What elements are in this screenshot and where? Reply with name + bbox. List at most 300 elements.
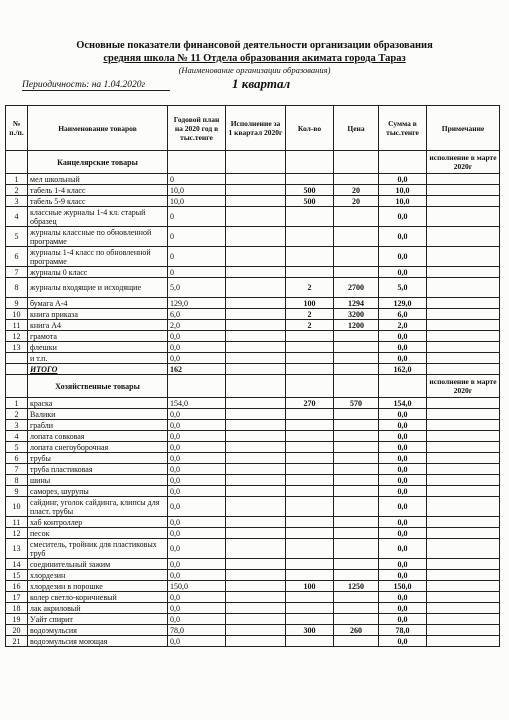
row-number: 12 xyxy=(6,331,28,342)
price-value: 20 xyxy=(334,185,379,196)
note-value xyxy=(427,431,500,442)
price-value xyxy=(334,442,379,453)
price-value xyxy=(334,227,379,247)
table-row xyxy=(6,431,500,442)
plan-value: 5,0 xyxy=(168,278,226,298)
exec-value xyxy=(226,570,286,581)
note-value xyxy=(427,342,500,353)
exec-value xyxy=(226,267,286,278)
qty-value: 270 xyxy=(286,398,334,409)
row-number xyxy=(6,353,28,364)
row-number: 16 xyxy=(6,581,28,592)
table-row xyxy=(6,174,500,185)
note-value xyxy=(427,581,500,592)
plan-value: 0,0 xyxy=(168,559,226,570)
qty-value xyxy=(286,431,334,442)
item-name: водоэмульсия xyxy=(28,625,168,636)
plan-value: 0,0 xyxy=(168,342,226,353)
note-value xyxy=(427,353,500,364)
sum-value: 0,0 xyxy=(379,453,427,464)
sum-value: 0,0 xyxy=(379,342,427,353)
exec-value xyxy=(226,247,286,267)
sum-value: 0,0 xyxy=(379,267,427,278)
exec-value xyxy=(226,420,286,431)
table-row xyxy=(6,614,500,625)
qty-value: 500 xyxy=(286,196,334,207)
exec-value xyxy=(226,342,286,353)
item-name: Валики xyxy=(28,409,168,420)
row-number: 21 xyxy=(6,636,28,647)
exec-value xyxy=(226,431,286,442)
plan-value: 78,0 xyxy=(168,625,226,636)
table-row xyxy=(6,298,500,309)
note-value xyxy=(427,453,500,464)
sum-value: 0,0 xyxy=(379,331,427,342)
qty-value xyxy=(286,227,334,247)
row-number: 18 xyxy=(6,603,28,614)
note-value xyxy=(427,636,500,647)
exec-value xyxy=(226,298,286,309)
exec-value xyxy=(226,320,286,331)
row-number: 6 xyxy=(6,247,28,267)
qty-value xyxy=(286,420,334,431)
total-number xyxy=(6,364,28,375)
price-value xyxy=(334,464,379,475)
section-note: исполнение в марте 2020г xyxy=(427,151,500,174)
exec-value xyxy=(226,528,286,539)
item-name: журналы 0 класс xyxy=(28,267,168,278)
row-number: 2 xyxy=(6,185,28,196)
item-name: журналы классные по обновленной программе xyxy=(28,227,168,247)
row-number: 1 xyxy=(6,174,28,185)
note-value xyxy=(427,267,500,278)
sum-value: 10,0 xyxy=(379,196,427,207)
item-name: книга А4 xyxy=(28,320,168,331)
sum-value: 10,0 xyxy=(379,185,427,196)
price-value xyxy=(334,409,379,420)
qty-value xyxy=(286,442,334,453)
sum-value: 150,0 xyxy=(379,581,427,592)
exec-value xyxy=(226,559,286,570)
plan-value: 0,0 xyxy=(168,636,226,647)
note-value xyxy=(427,592,500,603)
sum-value: 0,0 xyxy=(379,409,427,420)
item-name: трубы xyxy=(28,453,168,464)
table-row xyxy=(6,592,500,603)
qty-value: 2 xyxy=(286,320,334,331)
qty-value xyxy=(286,614,334,625)
note-value xyxy=(427,320,500,331)
table-row xyxy=(6,570,500,581)
price-value xyxy=(334,420,379,431)
item-name: и т.п. xyxy=(28,353,168,364)
qty-value xyxy=(286,486,334,497)
exec-value xyxy=(226,592,286,603)
sum-value: 129,0 xyxy=(379,298,427,309)
item-name: Уайт спирит xyxy=(28,614,168,625)
exec-value xyxy=(226,278,286,298)
item-name: краска xyxy=(28,398,168,409)
sum-value: 154,0 xyxy=(379,398,427,409)
plan-value: 10,0 xyxy=(168,185,226,196)
price-value xyxy=(334,453,379,464)
exec-value xyxy=(226,309,286,320)
table-row xyxy=(6,185,500,196)
qty-value xyxy=(286,636,334,647)
qty-value xyxy=(286,464,334,475)
price-value xyxy=(334,528,379,539)
price-value xyxy=(334,267,379,278)
table-row xyxy=(6,342,500,353)
table-row xyxy=(6,196,500,207)
row-number: 9 xyxy=(6,486,28,497)
section-title: Хозяйственные товары xyxy=(28,375,168,398)
exec-value xyxy=(226,207,286,227)
note-value xyxy=(427,398,500,409)
finance-table xyxy=(5,105,500,647)
table-row xyxy=(6,267,500,278)
item-name: мел школьный xyxy=(28,174,168,185)
empty-cell xyxy=(379,375,427,398)
plan-value: 0,0 xyxy=(168,431,226,442)
empty-cell xyxy=(286,151,334,174)
row-number: 3 xyxy=(6,196,28,207)
sum-value: 0,0 xyxy=(379,486,427,497)
row-number: 9 xyxy=(6,298,28,309)
table-row xyxy=(6,420,500,431)
price-value: 2700 xyxy=(334,278,379,298)
exec-value xyxy=(226,464,286,475)
plan-value: 10,0 xyxy=(168,196,226,207)
note-value xyxy=(427,464,500,475)
price-value xyxy=(334,475,379,486)
plan-value: 0,0 xyxy=(168,420,226,431)
col-header-number: № п./п. xyxy=(6,106,28,151)
item-name: классные журналы 1-4 кл. старый образец xyxy=(28,207,168,227)
item-name: табель 5-9 класс xyxy=(28,196,168,207)
empty-cell xyxy=(168,375,226,398)
qty-value xyxy=(286,539,334,559)
sum-value: 0,0 xyxy=(379,420,427,431)
row-number: 12 xyxy=(6,528,28,539)
plan-value: 0 xyxy=(168,207,226,227)
qty-value xyxy=(286,247,334,267)
table-row xyxy=(6,464,500,475)
row-number: 4 xyxy=(6,207,28,227)
plan-value: 0,0 xyxy=(168,486,226,497)
col-header-price: Цена xyxy=(334,106,379,151)
total-qty xyxy=(286,364,334,375)
note-value xyxy=(427,442,500,453)
total-label: ИТОГО xyxy=(28,364,168,375)
row-number: 10 xyxy=(6,309,28,320)
row-number: 11 xyxy=(6,517,28,528)
row-number: 17 xyxy=(6,592,28,603)
periodicity: Периодичность: на 1.04.2020г xyxy=(22,80,170,91)
exec-value xyxy=(226,486,286,497)
exec-value xyxy=(226,636,286,647)
qty-value xyxy=(286,453,334,464)
note-value xyxy=(427,331,500,342)
table-row xyxy=(6,353,500,364)
sum-value: 0,0 xyxy=(379,247,427,267)
plan-value: 0,0 xyxy=(168,592,226,603)
table-row xyxy=(6,227,500,247)
section-header-row xyxy=(6,151,500,174)
price-value: 1200 xyxy=(334,320,379,331)
exec-value xyxy=(226,603,286,614)
table-row xyxy=(6,475,500,486)
table-row xyxy=(6,528,500,539)
item-name: грамота xyxy=(28,331,168,342)
sum-value: 0,0 xyxy=(379,207,427,227)
note-value xyxy=(427,409,500,420)
exec-value xyxy=(226,353,286,364)
row-number: 15 xyxy=(6,570,28,581)
exec-value xyxy=(226,625,286,636)
qty-value xyxy=(286,207,334,227)
qty-value xyxy=(286,603,334,614)
item-name: бумага А-4 xyxy=(28,298,168,309)
exec-value xyxy=(226,331,286,342)
sum-value: 0,0 xyxy=(379,603,427,614)
total-exec xyxy=(226,364,286,375)
plan-value: 0,0 xyxy=(168,453,226,464)
item-name: табель 1-4 класс xyxy=(28,185,168,196)
price-value xyxy=(334,570,379,581)
plan-value: 0,0 xyxy=(168,603,226,614)
row-number: 7 xyxy=(6,267,28,278)
sum-value: 0,0 xyxy=(379,528,427,539)
exec-value xyxy=(226,398,286,409)
qty-value xyxy=(286,517,334,528)
col-header-plan: Годовой план на 2020 год в тыс.тенге xyxy=(168,106,226,151)
table-row xyxy=(6,603,500,614)
qty-value: 100 xyxy=(286,298,334,309)
plan-value: 0,0 xyxy=(168,409,226,420)
price-value xyxy=(334,636,379,647)
item-name: хлордезин xyxy=(28,570,168,581)
price-value: 1294 xyxy=(334,298,379,309)
sum-value: 0,0 xyxy=(379,174,427,185)
row-number: 19 xyxy=(6,614,28,625)
item-name: книга приказа xyxy=(28,309,168,320)
exec-value xyxy=(226,442,286,453)
exec-value xyxy=(226,581,286,592)
table-row xyxy=(6,398,500,409)
row-number: 20 xyxy=(6,625,28,636)
sum-value: 2,0 xyxy=(379,320,427,331)
price-value xyxy=(334,603,379,614)
empty-cell xyxy=(379,151,427,174)
row-number: 13 xyxy=(6,539,28,559)
empty-cell xyxy=(286,375,334,398)
sum-value: 0,0 xyxy=(379,559,427,570)
exec-value xyxy=(226,517,286,528)
item-name: соединительный зажим xyxy=(28,559,168,570)
note-value xyxy=(427,528,500,539)
total-row xyxy=(6,364,500,375)
note-value xyxy=(427,196,500,207)
item-name: грабли xyxy=(28,420,168,431)
item-name: смеситель, тройник для пластиковых труб xyxy=(28,539,168,559)
row-number: 14 xyxy=(6,559,28,570)
table-row xyxy=(6,625,500,636)
empty-cell xyxy=(226,375,286,398)
total-note xyxy=(427,364,500,375)
qty-value xyxy=(286,267,334,278)
qty-value: 500 xyxy=(286,185,334,196)
exec-value xyxy=(226,475,286,486)
document-title: Основные показатели финансовой деятельности организации образования xyxy=(76,40,433,51)
table-row xyxy=(6,581,500,592)
note-value xyxy=(427,309,500,320)
table-row xyxy=(6,331,500,342)
quarter-label: 1 квартал xyxy=(232,76,291,91)
qty-value xyxy=(286,475,334,486)
table-row xyxy=(6,539,500,559)
note-value xyxy=(427,227,500,247)
sum-value: 5,0 xyxy=(379,278,427,298)
sum-value: 78,0 xyxy=(379,625,427,636)
plan-value: 0 xyxy=(168,174,226,185)
qty-value xyxy=(286,342,334,353)
table-row xyxy=(6,278,500,298)
exec-value xyxy=(226,497,286,517)
item-name: журналы 1-4 класс по обновленной программе xyxy=(28,247,168,267)
price-value: 570 xyxy=(334,398,379,409)
price-value: 260 xyxy=(334,625,379,636)
qty-value xyxy=(286,174,334,185)
price-value xyxy=(334,331,379,342)
price-value xyxy=(334,539,379,559)
row-number: 2 xyxy=(6,409,28,420)
col-header-sum: Сумма в тыс.тенге xyxy=(379,106,427,151)
note-value xyxy=(427,174,500,185)
row-number: 6 xyxy=(6,453,28,464)
item-name: лак акриловый xyxy=(28,603,168,614)
sum-value: 0,0 xyxy=(379,227,427,247)
sum-value: 0,0 xyxy=(379,353,427,364)
sum-value: 0,0 xyxy=(379,431,427,442)
table-row xyxy=(6,409,500,420)
organization-name: средняя школа № 11 Отдела образования акимата города Тараз xyxy=(103,53,406,64)
price-value xyxy=(334,342,379,353)
note-value xyxy=(427,603,500,614)
sum-value: 0,0 xyxy=(379,570,427,581)
price-value xyxy=(334,207,379,227)
table-row xyxy=(6,207,500,227)
sum-value: 6,0 xyxy=(379,309,427,320)
sum-value: 0,0 xyxy=(379,464,427,475)
table-row xyxy=(6,486,500,497)
plan-value: 0,0 xyxy=(168,353,226,364)
plan-value: 0,0 xyxy=(168,614,226,625)
note-value xyxy=(427,559,500,570)
total-price xyxy=(334,364,379,375)
plan-value: 0,0 xyxy=(168,497,226,517)
col-header-name: Наименование товаров xyxy=(28,106,168,151)
exec-value xyxy=(226,614,286,625)
row-number: 13 xyxy=(6,342,28,353)
sum-value: 0,0 xyxy=(379,614,427,625)
col-header-qty: Кол-во xyxy=(286,106,334,151)
item-name: хаб контроллер xyxy=(28,517,168,528)
table-row xyxy=(6,309,500,320)
plan-value: 6,0 xyxy=(168,309,226,320)
price-value: 1250 xyxy=(334,581,379,592)
exec-value xyxy=(226,227,286,247)
price-value xyxy=(334,497,379,517)
note-value xyxy=(427,278,500,298)
qty-value: 2 xyxy=(286,309,334,320)
note-value xyxy=(427,517,500,528)
table-row xyxy=(6,497,500,517)
table-row xyxy=(6,247,500,267)
table-row xyxy=(6,559,500,570)
item-name: лопата совковая xyxy=(28,431,168,442)
price-value xyxy=(334,353,379,364)
note-value xyxy=(427,614,500,625)
price-value xyxy=(334,559,379,570)
item-name: труба пластиковая xyxy=(28,464,168,475)
plan-value: 150,0 xyxy=(168,581,226,592)
exec-value xyxy=(226,185,286,196)
section-number-cell xyxy=(6,375,28,398)
plan-value: 0,0 xyxy=(168,528,226,539)
item-name: флешки xyxy=(28,342,168,353)
row-number: 10 xyxy=(6,497,28,517)
plan-value: 0 xyxy=(168,267,226,278)
qty-value xyxy=(286,592,334,603)
plan-value: 0,0 xyxy=(168,331,226,342)
price-value xyxy=(334,174,379,185)
exec-value xyxy=(226,409,286,420)
exec-value xyxy=(226,539,286,559)
note-value xyxy=(427,497,500,517)
item-name: песок xyxy=(28,528,168,539)
empty-cell xyxy=(168,151,226,174)
plan-value: 2,0 xyxy=(168,320,226,331)
plan-value: 0,0 xyxy=(168,539,226,559)
note-value xyxy=(427,539,500,559)
price-value xyxy=(334,517,379,528)
section-number-cell xyxy=(6,151,28,174)
empty-cell xyxy=(334,375,379,398)
item-name: лопата снегоуборочная xyxy=(28,442,168,453)
col-header-exec: Исполнение за 1 квартал 2020г xyxy=(226,106,286,151)
total-plan: 162 xyxy=(168,364,226,375)
note-value xyxy=(427,475,500,486)
sum-value: 0,0 xyxy=(379,539,427,559)
sum-value: 0,0 xyxy=(379,517,427,528)
section-header-row xyxy=(6,375,500,398)
item-name: водоэмульсия моющая xyxy=(28,636,168,647)
sum-value: 0,0 xyxy=(379,636,427,647)
plan-value: 0,0 xyxy=(168,517,226,528)
price-value: 3200 xyxy=(334,309,379,320)
price-value: 20 xyxy=(334,196,379,207)
price-value xyxy=(334,486,379,497)
note-value xyxy=(427,185,500,196)
table-row xyxy=(6,453,500,464)
qty-value xyxy=(286,353,334,364)
row-number: 4 xyxy=(6,431,28,442)
row-number: 5 xyxy=(6,442,28,453)
note-value xyxy=(427,486,500,497)
item-name: хлордезин в порошке xyxy=(28,581,168,592)
row-number: 11 xyxy=(6,320,28,331)
